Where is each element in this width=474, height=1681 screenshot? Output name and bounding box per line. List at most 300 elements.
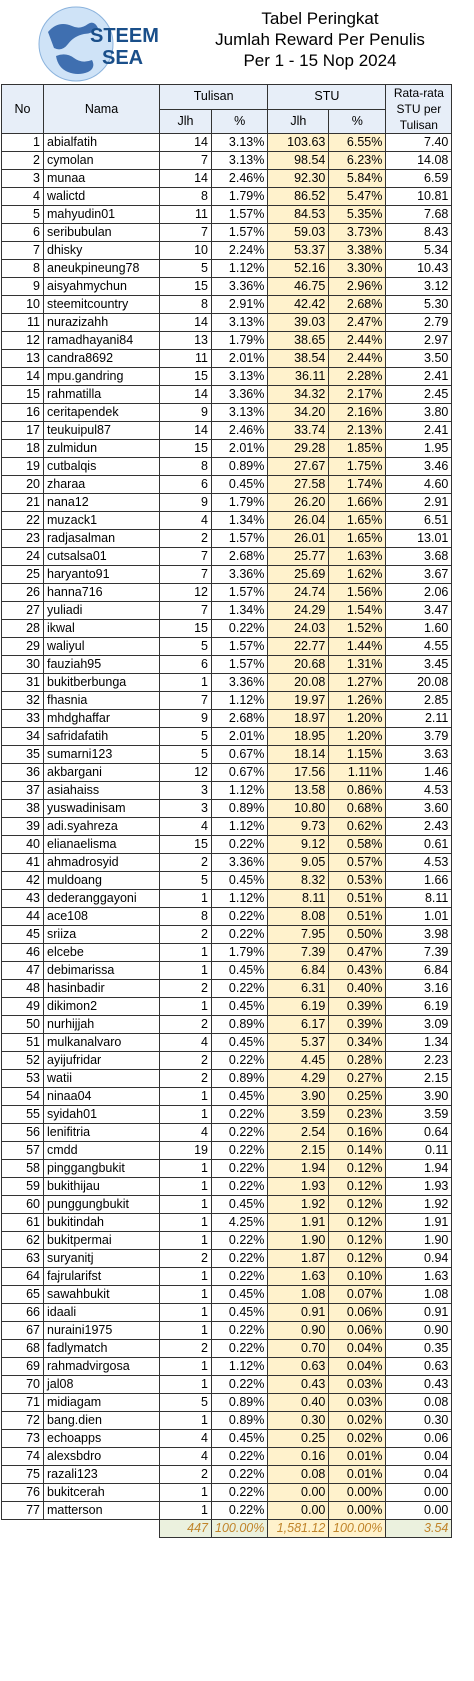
row-pct: 3.36% bbox=[212, 674, 268, 692]
row-stu-pct: 0.01% bbox=[329, 1448, 386, 1466]
row-no: 36 bbox=[2, 764, 44, 782]
table-row bbox=[2, 1358, 452, 1376]
row-stu-pct: 0.03% bbox=[329, 1376, 386, 1394]
row-name: safridafatih bbox=[44, 728, 160, 746]
table-row bbox=[2, 530, 452, 548]
row-pct: 1.79% bbox=[212, 944, 268, 962]
row-avg: 3.47 bbox=[386, 602, 452, 620]
row-jlh: 8 bbox=[160, 458, 212, 476]
row-stu: 6.31 bbox=[268, 980, 329, 998]
row-avg: 1.63 bbox=[386, 1268, 452, 1286]
row-name: cymolan bbox=[44, 152, 160, 170]
row-avg: 1.92 bbox=[386, 1196, 452, 1214]
table-row bbox=[2, 782, 452, 800]
row-jlh: 1 bbox=[160, 962, 212, 980]
row-stu: 26.04 bbox=[268, 512, 329, 530]
row-jlh: 15 bbox=[160, 440, 212, 458]
title-line3: Per 1 - 15 Nop 2024 bbox=[243, 51, 397, 70]
row-stu: 92.30 bbox=[268, 170, 329, 188]
row-pct: 1.34% bbox=[212, 602, 268, 620]
row-stu-pct: 1.26% bbox=[329, 692, 386, 710]
row-stu: 9.05 bbox=[268, 854, 329, 872]
table-row bbox=[2, 134, 452, 152]
row-no: 2 bbox=[2, 152, 44, 170]
row-stu: 3.90 bbox=[268, 1088, 329, 1106]
row-avg: 0.11 bbox=[386, 1142, 452, 1160]
row-jlh: 3 bbox=[160, 782, 212, 800]
row-no: 12 bbox=[2, 332, 44, 350]
row-jlh: 15 bbox=[160, 368, 212, 386]
row-avg: 10.81 bbox=[386, 188, 452, 206]
table-row bbox=[2, 512, 452, 530]
row-stu-pct: 0.27% bbox=[329, 1070, 386, 1088]
row-avg: 0.04 bbox=[386, 1466, 452, 1484]
row-jlh: 6 bbox=[160, 656, 212, 674]
header-stu: STU bbox=[268, 85, 386, 110]
row-no: 9 bbox=[2, 278, 44, 296]
row-name: hasinbadir bbox=[44, 980, 160, 998]
row-stu-pct: 0.12% bbox=[329, 1232, 386, 1250]
row-avg: 2.41 bbox=[386, 422, 452, 440]
row-avg: 1.95 bbox=[386, 440, 452, 458]
row-stu: 4.45 bbox=[268, 1052, 329, 1070]
header-nama: Nama bbox=[44, 85, 160, 134]
row-no: 21 bbox=[2, 494, 44, 512]
row-stu: 3.59 bbox=[268, 1106, 329, 1124]
table-row bbox=[2, 638, 452, 656]
row-stu: 0.00 bbox=[268, 1502, 329, 1520]
row-avg: 0.43 bbox=[386, 1376, 452, 1394]
row-pct: 2.01% bbox=[212, 440, 268, 458]
row-stu: 98.54 bbox=[268, 152, 329, 170]
row-pct: 1.79% bbox=[212, 188, 268, 206]
row-avg: 20.08 bbox=[386, 674, 452, 692]
table-row bbox=[2, 368, 452, 386]
row-pct: 0.22% bbox=[212, 1178, 268, 1196]
row-jlh: 15 bbox=[160, 278, 212, 296]
row-stu-pct: 1.44% bbox=[329, 638, 386, 656]
table-row bbox=[2, 242, 452, 260]
row-stu-pct: 0.34% bbox=[329, 1034, 386, 1052]
table-row bbox=[2, 1430, 452, 1448]
row-stu: 19.97 bbox=[268, 692, 329, 710]
row-name: abialfatih bbox=[44, 134, 160, 152]
row-name: alexsbdro bbox=[44, 1448, 160, 1466]
row-pct: 3.13% bbox=[212, 152, 268, 170]
row-stu-pct: 6.55% bbox=[329, 134, 386, 152]
row-avg: 6.84 bbox=[386, 962, 452, 980]
row-stu: 22.77 bbox=[268, 638, 329, 656]
row-pct: 0.22% bbox=[212, 926, 268, 944]
row-stu: 1.90 bbox=[268, 1232, 329, 1250]
row-stu: 1.94 bbox=[268, 1160, 329, 1178]
row-stu-pct: 0.06% bbox=[329, 1304, 386, 1322]
table-row bbox=[2, 476, 452, 494]
table-row bbox=[2, 350, 452, 368]
table-row bbox=[2, 908, 452, 926]
row-stu: 13.58 bbox=[268, 782, 329, 800]
row-stu: 27.67 bbox=[268, 458, 329, 476]
row-jlh: 2 bbox=[160, 854, 212, 872]
row-no: 23 bbox=[2, 530, 44, 548]
row-name: sriiza bbox=[44, 926, 160, 944]
table-row bbox=[2, 764, 452, 782]
row-jlh: 2 bbox=[160, 1052, 212, 1070]
row-pct: 1.12% bbox=[212, 818, 268, 836]
row-no: 33 bbox=[2, 710, 44, 728]
row-stu: 4.29 bbox=[268, 1070, 329, 1088]
row-avg: 0.30 bbox=[386, 1412, 452, 1430]
table-row bbox=[2, 980, 452, 998]
row-name: jal08 bbox=[44, 1376, 160, 1394]
row-jlh: 14 bbox=[160, 422, 212, 440]
row-no: 25 bbox=[2, 566, 44, 584]
table-row bbox=[2, 962, 452, 980]
row-stu: 0.43 bbox=[268, 1376, 329, 1394]
table-row bbox=[2, 1268, 452, 1286]
row-pct: 0.22% bbox=[212, 1142, 268, 1160]
row-stu-pct: 0.12% bbox=[329, 1214, 386, 1232]
row-pct: 0.22% bbox=[212, 1448, 268, 1466]
row-avg: 2.41 bbox=[386, 368, 452, 386]
row-name: ace108 bbox=[44, 908, 160, 926]
row-stu-pct: 0.02% bbox=[329, 1412, 386, 1430]
row-no: 45 bbox=[2, 926, 44, 944]
row-name: steemitcountry bbox=[44, 296, 160, 314]
row-avg: 14.08 bbox=[386, 152, 452, 170]
table-row bbox=[2, 620, 452, 638]
row-no: 5 bbox=[2, 206, 44, 224]
table-row bbox=[2, 566, 452, 584]
row-stu: 9.12 bbox=[268, 836, 329, 854]
row-jlh: 14 bbox=[160, 386, 212, 404]
table-row bbox=[2, 1214, 452, 1232]
row-pct: 1.57% bbox=[212, 584, 268, 602]
row-jlh: 11 bbox=[160, 206, 212, 224]
row-name: nana12 bbox=[44, 494, 160, 512]
row-stu-pct: 2.96% bbox=[329, 278, 386, 296]
table-row bbox=[2, 1160, 452, 1178]
row-no: 26 bbox=[2, 584, 44, 602]
table-row bbox=[2, 1322, 452, 1340]
row-pct: 0.22% bbox=[212, 1160, 268, 1178]
row-jlh: 2 bbox=[160, 926, 212, 944]
logo-line1: STEEM bbox=[90, 25, 159, 47]
row-pct: 1.12% bbox=[212, 782, 268, 800]
row-jlh: 4 bbox=[160, 1430, 212, 1448]
row-jlh: 1 bbox=[160, 1304, 212, 1322]
row-stu: 34.20 bbox=[268, 404, 329, 422]
row-avg: 2.06 bbox=[386, 584, 452, 602]
row-pct: 0.22% bbox=[212, 1106, 268, 1124]
row-avg: 3.60 bbox=[386, 800, 452, 818]
row-no: 59 bbox=[2, 1178, 44, 1196]
row-avg: 3.68 bbox=[386, 548, 452, 566]
row-stu-pct: 0.43% bbox=[329, 962, 386, 980]
row-name: mhdghaffar bbox=[44, 710, 160, 728]
row-name: muldoang bbox=[44, 872, 160, 890]
row-stu: 25.77 bbox=[268, 548, 329, 566]
row-jlh: 19 bbox=[160, 1142, 212, 1160]
row-avg: 1.34 bbox=[386, 1034, 452, 1052]
row-no: 55 bbox=[2, 1106, 44, 1124]
row-jlh: 5 bbox=[160, 872, 212, 890]
table-row bbox=[2, 1070, 452, 1088]
row-name: matterson bbox=[44, 1502, 160, 1520]
row-no: 58 bbox=[2, 1160, 44, 1178]
row-pct: 0.67% bbox=[212, 764, 268, 782]
row-pct: 3.36% bbox=[212, 278, 268, 296]
table-row bbox=[2, 656, 452, 674]
row-stu: 8.11 bbox=[268, 890, 329, 908]
table-row bbox=[2, 1466, 452, 1484]
row-avg: 0.00 bbox=[386, 1484, 452, 1502]
row-stu: 8.32 bbox=[268, 872, 329, 890]
row-no: 28 bbox=[2, 620, 44, 638]
row-name: debimarissa bbox=[44, 962, 160, 980]
row-stu: 1.87 bbox=[268, 1250, 329, 1268]
row-stu-pct: 2.68% bbox=[329, 296, 386, 314]
row-stu: 24.29 bbox=[268, 602, 329, 620]
row-pct: 2.91% bbox=[212, 296, 268, 314]
table-row bbox=[2, 800, 452, 818]
row-no: 10 bbox=[2, 296, 44, 314]
row-avg: 3.16 bbox=[386, 980, 452, 998]
row-stu: 20.08 bbox=[268, 674, 329, 692]
row-name: mahyudin01 bbox=[44, 206, 160, 224]
row-name: fadlymatch bbox=[44, 1340, 160, 1358]
row-pct: 2.01% bbox=[212, 350, 268, 368]
row-jlh: 1 bbox=[160, 1088, 212, 1106]
row-stu-pct: 0.02% bbox=[329, 1430, 386, 1448]
row-stu: 0.30 bbox=[268, 1412, 329, 1430]
row-no: 66 bbox=[2, 1304, 44, 1322]
table-row bbox=[2, 1484, 452, 1502]
row-jlh: 1 bbox=[160, 1196, 212, 1214]
row-avg: 4.53 bbox=[386, 854, 452, 872]
row-avg: 3.59 bbox=[386, 1106, 452, 1124]
row-jlh: 4 bbox=[160, 512, 212, 530]
row-stu: 36.11 bbox=[268, 368, 329, 386]
row-avg: 2.85 bbox=[386, 692, 452, 710]
row-name: nurazizahh bbox=[44, 314, 160, 332]
row-jlh: 7 bbox=[160, 602, 212, 620]
row-jlh: 5 bbox=[160, 1394, 212, 1412]
row-stu-pct: 2.44% bbox=[329, 350, 386, 368]
row-pct: 0.45% bbox=[212, 962, 268, 980]
row-pct: 1.57% bbox=[212, 530, 268, 548]
row-no: 40 bbox=[2, 836, 44, 854]
row-stu: 18.97 bbox=[268, 710, 329, 728]
row-pct: 0.22% bbox=[212, 1340, 268, 1358]
total-pct: 100.00% bbox=[212, 1520, 268, 1538]
row-no: 68 bbox=[2, 1340, 44, 1358]
row-jlh: 1 bbox=[160, 1106, 212, 1124]
row-no: 71 bbox=[2, 1394, 44, 1412]
row-jlh: 2 bbox=[160, 530, 212, 548]
row-no: 49 bbox=[2, 998, 44, 1016]
row-pct: 3.36% bbox=[212, 854, 268, 872]
row-stu-pct: 0.50% bbox=[329, 926, 386, 944]
row-no: 39 bbox=[2, 818, 44, 836]
total-stu: 1,581.12 bbox=[268, 1520, 329, 1538]
row-stu: 7.39 bbox=[268, 944, 329, 962]
row-stu: 0.90 bbox=[268, 1322, 329, 1340]
row-jlh: 14 bbox=[160, 314, 212, 332]
row-avg: 1.60 bbox=[386, 620, 452, 638]
row-avg: 13.01 bbox=[386, 530, 452, 548]
row-stu: 53.37 bbox=[268, 242, 329, 260]
row-stu: 1.08 bbox=[268, 1286, 329, 1304]
row-pct: 1.57% bbox=[212, 638, 268, 656]
row-name: walictd bbox=[44, 188, 160, 206]
row-avg: 1.08 bbox=[386, 1286, 452, 1304]
row-pct: 0.22% bbox=[212, 1466, 268, 1484]
table-row bbox=[2, 998, 452, 1016]
row-stu-pct: 0.39% bbox=[329, 1016, 386, 1034]
row-avg: 4.55 bbox=[386, 638, 452, 656]
row-name: cutbalqis bbox=[44, 458, 160, 476]
row-avg: 8.11 bbox=[386, 890, 452, 908]
row-name: teukuipul87 bbox=[44, 422, 160, 440]
row-stu-pct: 1.62% bbox=[329, 566, 386, 584]
row-name: radjasalman bbox=[44, 530, 160, 548]
row-avg: 0.63 bbox=[386, 1358, 452, 1376]
row-no: 51 bbox=[2, 1034, 44, 1052]
row-stu: 26.20 bbox=[268, 494, 329, 512]
row-name: watii bbox=[44, 1070, 160, 1088]
row-jlh: 2 bbox=[160, 980, 212, 998]
table-row bbox=[2, 1304, 452, 1322]
row-stu: 18.14 bbox=[268, 746, 329, 764]
row-pct: 0.45% bbox=[212, 1034, 268, 1052]
row-stu-pct: 2.28% bbox=[329, 368, 386, 386]
row-stu: 59.03 bbox=[268, 224, 329, 242]
row-jlh: 2 bbox=[160, 1070, 212, 1088]
row-pct: 0.45% bbox=[212, 872, 268, 890]
row-no: 22 bbox=[2, 512, 44, 530]
row-stu-pct: 0.12% bbox=[329, 1160, 386, 1178]
row-jlh: 7 bbox=[160, 152, 212, 170]
table-row bbox=[2, 872, 452, 890]
row-name: yuliadi bbox=[44, 602, 160, 620]
row-avg: 1.46 bbox=[386, 764, 452, 782]
row-name: mpu.gandring bbox=[44, 368, 160, 386]
row-no: 73 bbox=[2, 1430, 44, 1448]
table-row bbox=[2, 1016, 452, 1034]
row-avg: 3.45 bbox=[386, 656, 452, 674]
row-stu-pct: 2.17% bbox=[329, 386, 386, 404]
row-jlh: 1 bbox=[160, 1286, 212, 1304]
row-jlh: 1 bbox=[160, 1484, 212, 1502]
row-no: 31 bbox=[2, 674, 44, 692]
row-stu: 17.56 bbox=[268, 764, 329, 782]
row-pct: 0.45% bbox=[212, 1286, 268, 1304]
row-stu: 6.17 bbox=[268, 1016, 329, 1034]
row-jlh: 1 bbox=[160, 1502, 212, 1520]
steem-sea-logo bbox=[36, 4, 162, 84]
row-avg: 3.63 bbox=[386, 746, 452, 764]
row-no: 77 bbox=[2, 1502, 44, 1520]
table-row bbox=[2, 854, 452, 872]
row-jlh: 8 bbox=[160, 296, 212, 314]
row-stu: 103.63 bbox=[268, 134, 329, 152]
table-row bbox=[2, 944, 452, 962]
row-pct: 2.01% bbox=[212, 728, 268, 746]
row-stu-pct: 5.47% bbox=[329, 188, 386, 206]
table-row bbox=[2, 206, 452, 224]
row-stu-pct: 2.44% bbox=[329, 332, 386, 350]
row-pct: 0.45% bbox=[212, 1196, 268, 1214]
row-avg: 1.90 bbox=[386, 1232, 452, 1250]
row-stu-pct: 0.12% bbox=[329, 1178, 386, 1196]
row-name: muzack1 bbox=[44, 512, 160, 530]
row-jlh: 1 bbox=[160, 1268, 212, 1286]
row-no: 54 bbox=[2, 1088, 44, 1106]
row-stu: 0.70 bbox=[268, 1340, 329, 1358]
row-name: ceritapendek bbox=[44, 404, 160, 422]
row-stu-pct: 0.23% bbox=[329, 1106, 386, 1124]
row-avg: 1.66 bbox=[386, 872, 452, 890]
row-avg: 4.60 bbox=[386, 476, 452, 494]
row-stu-pct: 0.25% bbox=[329, 1088, 386, 1106]
row-name: nuraini1975 bbox=[44, 1322, 160, 1340]
row-avg: 3.98 bbox=[386, 926, 452, 944]
row-avg: 2.91 bbox=[386, 494, 452, 512]
row-stu-pct: 0.62% bbox=[329, 818, 386, 836]
table-row bbox=[2, 1088, 452, 1106]
row-name: zulmidun bbox=[44, 440, 160, 458]
row-pct: 0.89% bbox=[212, 800, 268, 818]
row-stu-pct: 0.03% bbox=[329, 1394, 386, 1412]
row-pct: 0.22% bbox=[212, 620, 268, 638]
row-avg: 0.00 bbox=[386, 1502, 452, 1520]
row-avg: 0.91 bbox=[386, 1304, 452, 1322]
row-stu-pct: 1.11% bbox=[329, 764, 386, 782]
row-pct: 2.46% bbox=[212, 422, 268, 440]
row-avg: 0.08 bbox=[386, 1394, 452, 1412]
row-name: lenifitria bbox=[44, 1124, 160, 1142]
row-jlh: 8 bbox=[160, 188, 212, 206]
row-no: 62 bbox=[2, 1232, 44, 1250]
row-stu-pct: 1.27% bbox=[329, 674, 386, 692]
row-name: adi.syahreza bbox=[44, 818, 160, 836]
row-stu: 38.65 bbox=[268, 332, 329, 350]
row-pct: 1.57% bbox=[212, 224, 268, 242]
row-name: fajrularifst bbox=[44, 1268, 160, 1286]
row-name: syidah01 bbox=[44, 1106, 160, 1124]
row-stu-pct: 0.06% bbox=[329, 1322, 386, 1340]
row-stu: 25.69 bbox=[268, 566, 329, 584]
row-jlh: 9 bbox=[160, 710, 212, 728]
row-stu-pct: 1.20% bbox=[329, 728, 386, 746]
row-no: 20 bbox=[2, 476, 44, 494]
page-title bbox=[170, 8, 470, 71]
row-jlh: 1 bbox=[160, 998, 212, 1016]
row-stu: 6.19 bbox=[268, 998, 329, 1016]
header-rata-rata: Rata-rata STU per Tulisan bbox=[386, 85, 452, 134]
row-stu: 33.74 bbox=[268, 422, 329, 440]
row-no: 3 bbox=[2, 170, 44, 188]
row-jlh: 15 bbox=[160, 620, 212, 638]
row-name: ninaa04 bbox=[44, 1088, 160, 1106]
row-no: 70 bbox=[2, 1376, 44, 1394]
row-pct: 0.22% bbox=[212, 980, 268, 998]
row-stu-pct: 0.00% bbox=[329, 1502, 386, 1520]
header-tulisan-jlh: Jlh bbox=[160, 109, 212, 134]
row-jlh: 5 bbox=[160, 746, 212, 764]
row-jlh: 7 bbox=[160, 548, 212, 566]
